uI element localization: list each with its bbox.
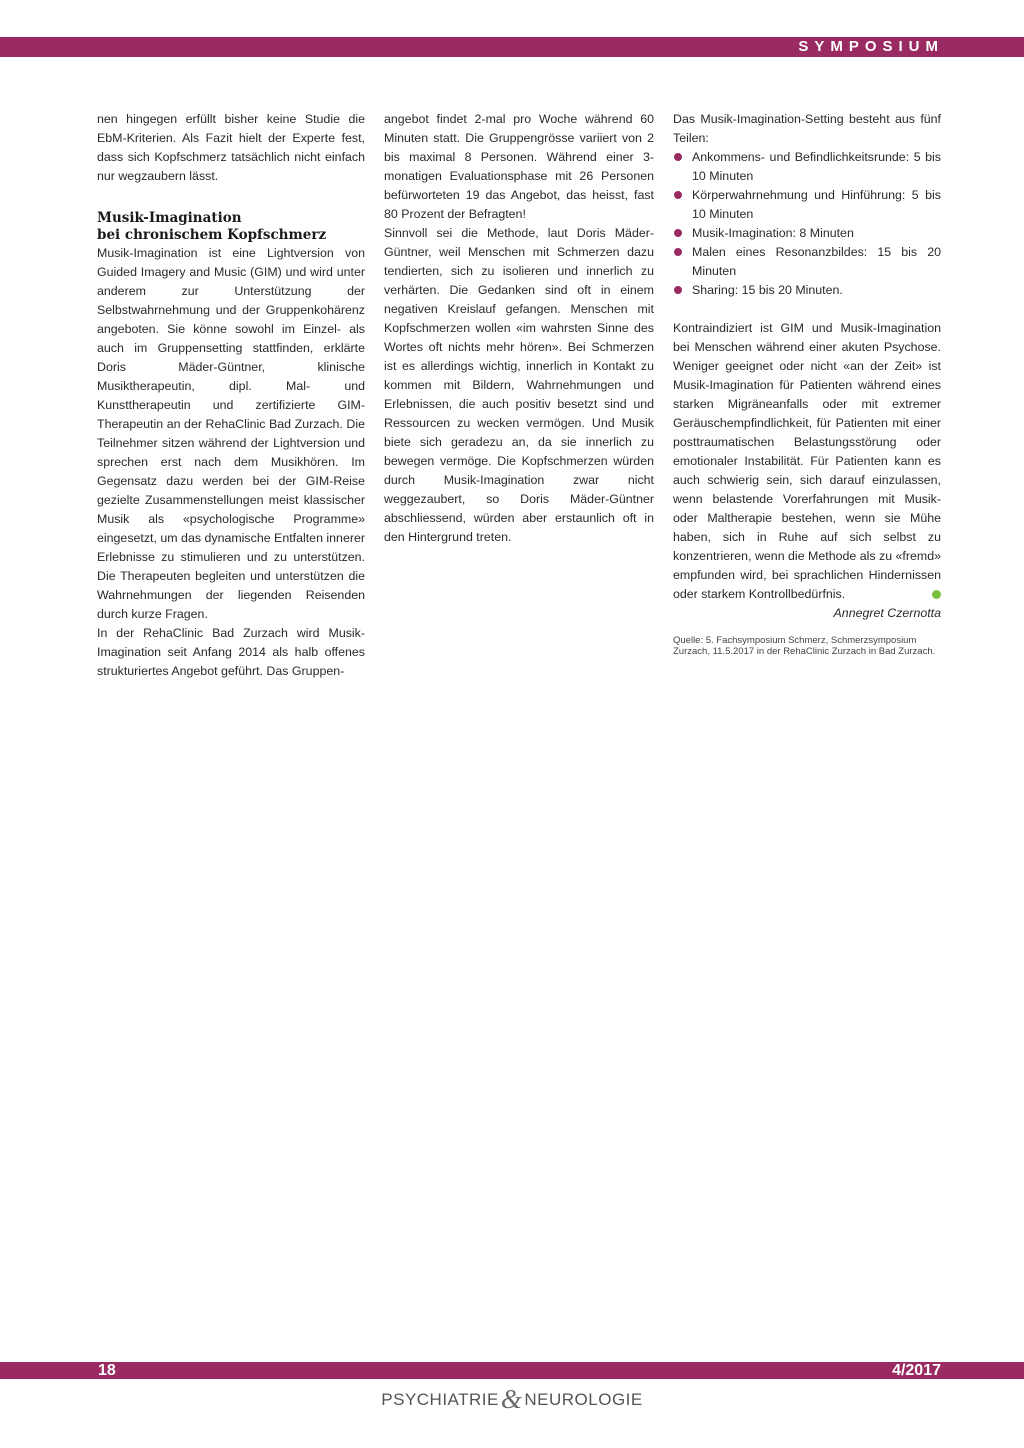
column-1 [97,110,365,681]
section-title: SYMPOSIUM [798,38,944,55]
paragraph: In der RehaClinic Bad Zurzach wird Musik-Imagination seit Anfang 2014 als halb offenes strukturiertes Angebot geführt. Das Gruppen- [97,626,365,678]
list-item [673,186,941,224]
journal-name-part1: PSYCHIATRIE [381,1390,499,1409]
list-item-text: Ankommens- und Befindlichkeitsrunde: 5 bis 10 Minuten [692,150,941,183]
header-bar [0,37,1024,57]
list-item-text: Malen eines Resonanzbildes: 15 bis 20 Minuten [692,245,941,278]
paragraph: nen hingegen erfüllt bisher keine Studie die EbM-Kriterien. Als Fazit hielt der Experte fest, dass sich Kopfschmerz tatsächlich nicht einfach nur wegzaubern lässt. [97,112,365,183]
heading-line-2: bei chronischem Kopfschmerz [97,227,327,243]
paragraph: Musik-Imagination ist eine Lightversion von Guided Imagery and Music (GIM) und wird unter anderem zur Unterstützung der Selbstwahrnehmung und der Gruppenkohärenz angeboten. Sie könne sowohl im Einzel- als auch im Gruppensetting stattfinden, erklärte Doris Mäder-Güntner, klinische Musiktherapeutin, dipl. Mal- und Kunsttherapeutin und zertifizierte GIM-Therapeutin an der RehaClinic Bad Zurzach. Die Teilnehmer sitzen während der Lightversion und sprechen erst nach dem Musikhören. Im Gegensatz dazu werden bei der GIM-Reise gezielte Zusammenstellungen meist klassischer Musik als «psychologische Programme» eingesetzt, um das dynamische Entfalten innerer Erlebnisse zu stimulieren und zu unterstützen. Die Therapeuten begleiten und unterstützen die Wahrnehmungen der liegenden Reisenden durch kurze Fragen. [97,246,365,621]
list-item [673,148,941,186]
journal-logo [0,1381,1024,1412]
paragraph: Sinnvoll sei die Methode, laut Doris Mäder-Güntner, weil Menschen mit Schmerzen dazu tendierten, sich zu isolieren und innerlich zu verhärten. Die Gedanken sind oft in einem negativen Kreislauf gefangen. Menschen mit Kopfschmerzen wollen «im wahrsten Sinne des Wortes oft nichts mehr hören». Bei Schmerzen ist es allerdings wichtig, innerlich in Kontakt zu kommen mit Bildern, Wahrnehmungen und Erlebnissen, die auch positiv besetzt sind und Ressourcen zu wecken vermögen. Und Musik biete sich geradezu an, da sie innerlich zu bewegen vermöge. Die Kopfschmerzen würden durch Musik-Imagination zwar nicht weggezaubert, so Doris Mäder-Güntner abschliessend, würden aber erstaunlich oft in den Hintergrund treten. [384,226,654,544]
list-item-text: Musik-Imagination: 8 Minuten [692,226,854,240]
heading-line-1: Musik-Imagination [97,210,242,226]
source-note: Quelle: 5. Fachsymposium Schmerz, Schmerzsymposium Zurzach, 11.5.2017 in der RehaClinic Zurzach in Bad Zurzach. [673,635,936,657]
paragraph: angebot findet 2-mal pro Woche während 60 Minuten statt. Die Gruppengrösse variiert von 2 bis maximal 8 Personen. Während einer 3-monatigen Evaluationsphase mit 26 Personen befürworteten 19 das Angebot, das heisst, fast 80 Prozent der Befragten! [384,112,654,221]
bullet-icon [674,153,682,161]
journal-ampersand: & [500,1384,523,1414]
bullet-icon [674,286,682,294]
column-3 [673,110,941,657]
paragraph [673,319,941,604]
bullet-icon [674,248,682,256]
footer-bar [0,1362,1024,1379]
page-number: 18 [98,1362,116,1379]
paragraph-text: Kontraindiziert ist GIM und Musik-Imagination bei Menschen während einer akuten Psychose. Weniger geeignet oder nicht «an der Zeit» ist Musik-Imagination für Patienten während eines starken Migräneanfalls oder mit extremer Geräuschempfindlichkeit, für Patienten mit einer posttraumatischen Belastungsstörung oder emotionaler Instabilität. Für Patienten kann es auch schwierig sein, sich darauf einzulassen, wenn belastende Vorerfahrungen mit Musik- oder Maltherapie bestehen, wenn sie Mühe haben, sich in Ruhe auf sich selbst zu konzentrieren, wenn die Methode als zu «fremd» empfunden wird, bei sprachlichen Hindernissen oder starkem Kontrollbedürfnis. [673,321,941,601]
list-intro: Das Musik-Imagination-Setting besteht aus fünf Teilen: [673,112,941,145]
issue-number: 4/2017 [892,1362,941,1379]
list-item [673,224,941,243]
list-item [673,243,941,281]
end-mark-icon [932,590,941,599]
list-item-text: Körperwahrnehmung und Hinführung: 5 bis 10 Minuten [692,188,941,221]
journal-name-part2: NEUROLOGIE [524,1390,643,1409]
author: Annegret Czernotta [833,606,941,620]
list-item-text: Sharing: 15 bis 20 Minuten. [692,283,843,297]
section-heading [97,210,365,244]
bullet-icon [674,191,682,199]
list-item [673,281,941,300]
column-2 [384,110,654,547]
bullet-icon [674,229,682,237]
setting-list [673,148,941,300]
